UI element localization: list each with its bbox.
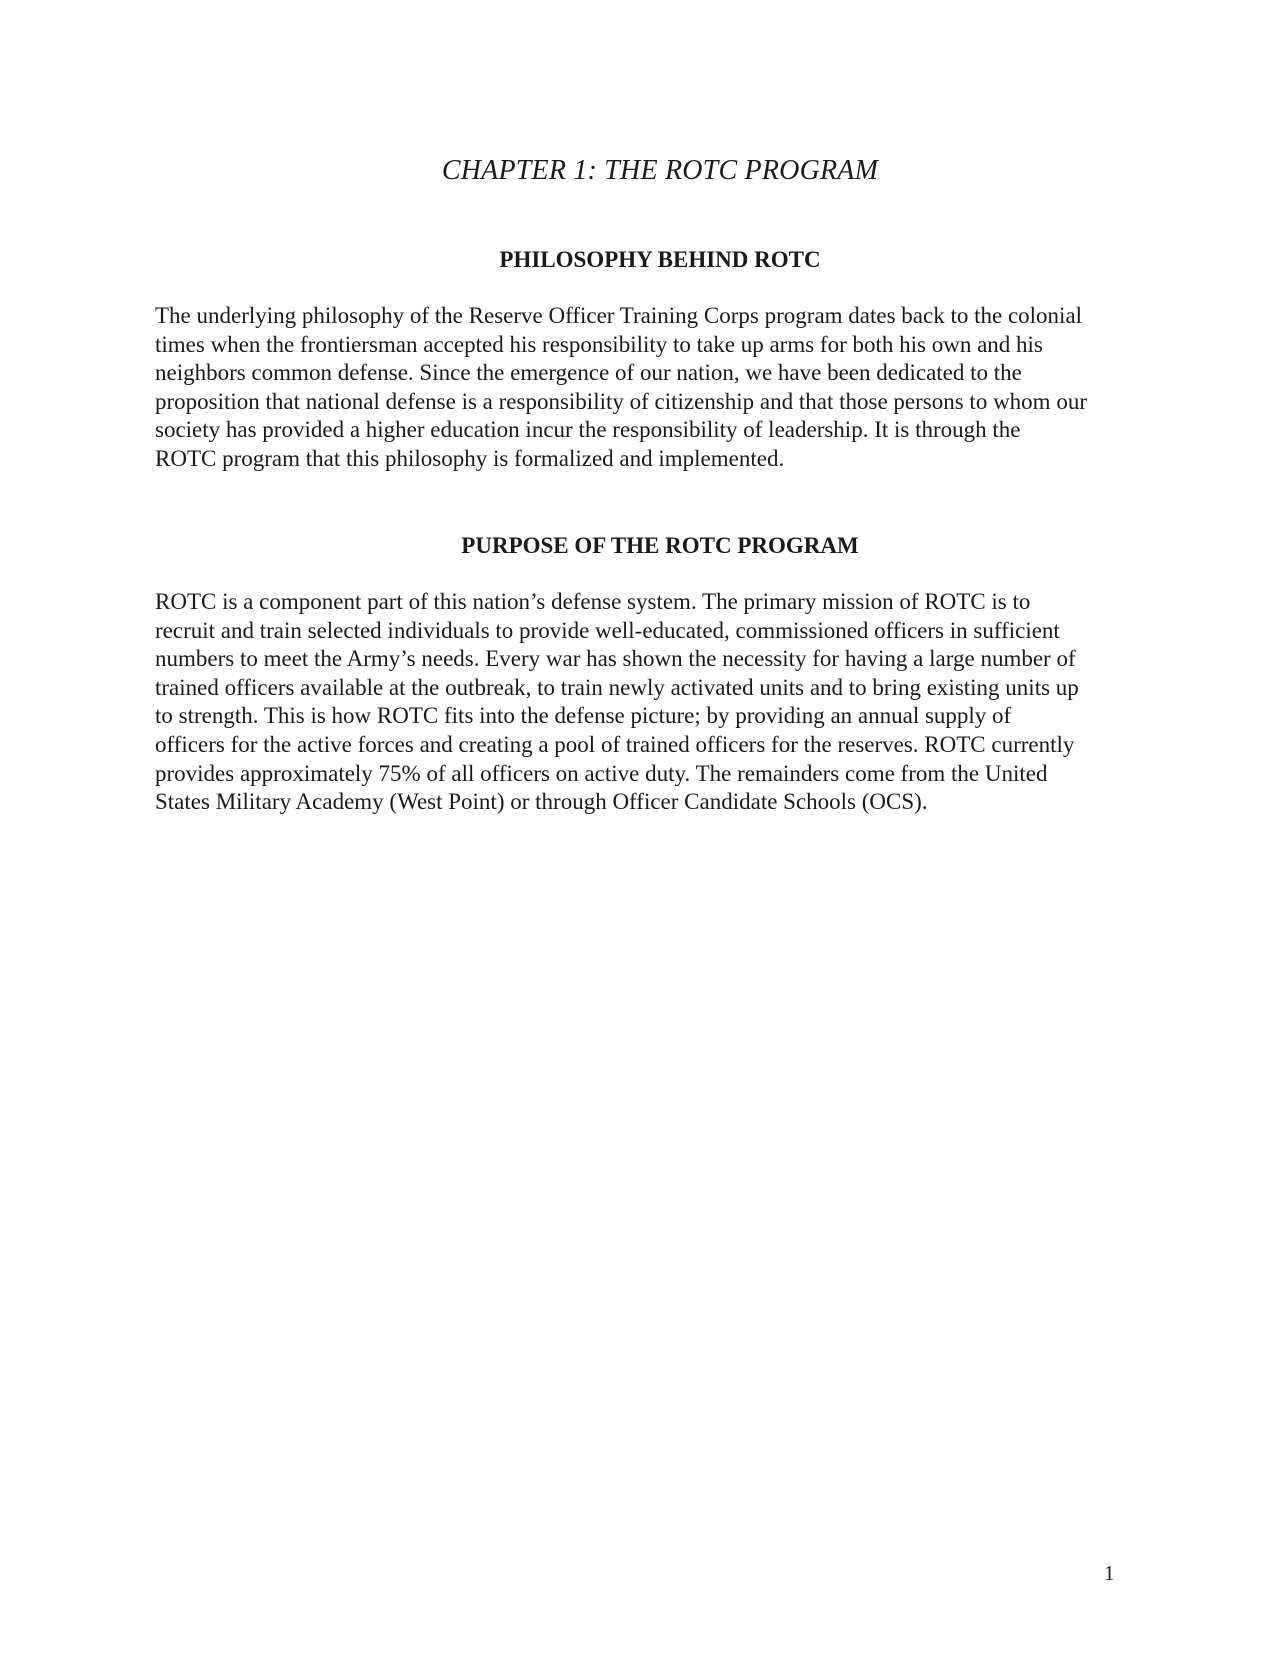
paragraph-line: to strength. This is how ROTC fits into the defense picture; by providing an annual supply of xyxy=(155,703,1012,729)
paragraph-philosophy xyxy=(155,302,1165,474)
section-heading-purpose: PURPOSE OF THE ROTC PROGRAM xyxy=(461,533,859,558)
page-number: 1 xyxy=(1104,1561,1115,1585)
chapter-title: CHAPTER 1: THE ROTC PROGRAM xyxy=(441,155,879,186)
paragraph-line: The underlying philosophy of the Reserve Officer Training Corps program dates back to the colonial xyxy=(155,303,1083,328)
paragraph-line: neighbors common defense. Since the emergence of our nation, we have been dedicated to the xyxy=(155,360,1022,386)
paragraph-line: times when the frontiersman accepted his responsibility to take up arms for both his own and his xyxy=(155,331,1043,357)
paragraph-line: society has provided a higher education incur the responsibility of leadership. It is through the xyxy=(155,417,1021,443)
paragraph-line: numbers to meet the Army’s needs. Every war has shown the necessity for having a large number of xyxy=(155,646,1076,672)
paragraph-line: trained officers available at the outbreak, to train newly activated units and to bring existing units up xyxy=(155,674,1079,700)
paragraph-purpose xyxy=(155,588,1165,817)
paragraph-line: officers for the active forces and creating a pool of trained officers for the reserves. ROTC currently xyxy=(155,731,1075,757)
paragraph-line: States Military Academy (West Point) or through Officer Candidate Schools (OCS). xyxy=(155,789,928,815)
section-heading-philosophy: PHILOSOPHY BEHIND ROTC xyxy=(499,247,821,272)
paragraph-line: recruit and train selected individuals to provide well-educated, commissioned officers in sufficient xyxy=(155,617,1060,643)
paragraph-line: ROTC is a component part of this nation’s defense system. The primary mission of ROTC is to xyxy=(155,589,1031,614)
paragraph-line: ROTC program that this philosophy is formalized and implemented. xyxy=(155,445,785,471)
paragraph-line: proposition that national defense is a responsibility of citizenship and that those persons to whom our xyxy=(155,388,1087,414)
paragraph-line: provides approximately 75% of all officers on active duty. The remainders come from the United xyxy=(155,760,1048,786)
